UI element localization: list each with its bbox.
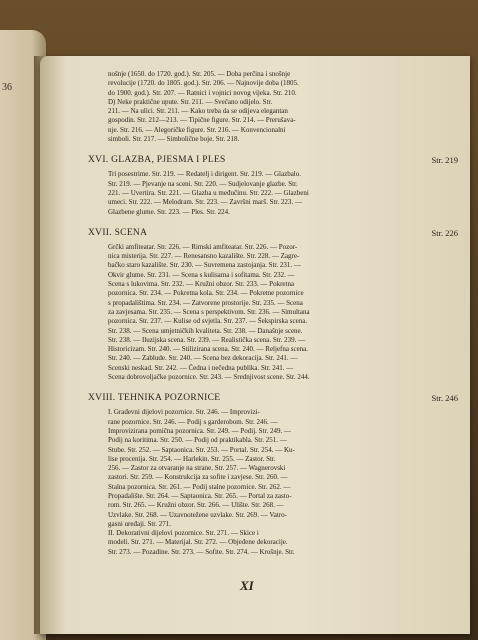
toc-line: Okvir glume. Str. 231. — Scena s kulisama i sofitama. Str. 232. — — [108, 270, 295, 279]
chapter-entries — [74, 408, 466, 557]
toc-line: Scenski neskad. Str. 242. — Čedna i nečedna publika. Str. 241. — — [108, 363, 294, 372]
toc-line: gospodin. Str. 212—213. — Tipične figure. Str. 214. — Prerušava- — [108, 116, 296, 125]
toc-line: Podij na koritima. Str. 250. — Podij od praktikabla. Str. 251. — — [108, 436, 287, 445]
toc-line: nošnje (1650. do 1720. god.). Str. 205. — Doba perčina i snošnje — [108, 70, 291, 78]
chapter-heading — [74, 229, 466, 243]
chapter-page-ref: Str. 246 — [431, 393, 458, 404]
toc-line: nje. Str. 216. — Alegoričke figure. Str. 216. — Konvencionalni — [108, 125, 286, 134]
toc-line: gasni uređaji. Str. 271. — [108, 519, 171, 528]
chapter-title: XVIII. TEHNIKA POZORNICE — [88, 393, 221, 404]
toc-line: modeli. Str. 271. — Materijal. Str. 272. — Objeđene dekoracije. — [108, 538, 288, 547]
toc-line: Improvizirana pomična pozornica. Str. 249. — Podij. Str. 249. — — [108, 426, 291, 435]
previous-page-number: 36 — [2, 82, 12, 93]
toc-line: Str. 238. — Iluzijska scena. Str. 239. — Realistička scena. Str. 239. — — [108, 335, 306, 344]
chapter-title: XVII. SCENA — [88, 227, 148, 238]
toc-line: revolucije (1720. do 1805. god.). Str. 206. — Najnovije doba (1805. — [108, 79, 299, 88]
toc-line: umeci. Str. 222. — Melodram. Str. 223. — Završni marš. Str. 223. — — [108, 198, 302, 207]
toc-line: Str. 238. — Scena umjetničkih kvaliteta. Str. 238. — Današnje scene. — [108, 326, 303, 335]
toc-line: za zavjesama. Str. 235. — Scena s perspektivom. Str. 236. — Simultana — [108, 307, 310, 316]
chapter-title: XVI. GLAZBA, PJESMA I PLES — [88, 155, 226, 166]
toc-line: s propadalištima. Str. 234. — Zatvorene prostorije. Str. 235. — Scena — [108, 298, 303, 307]
chapter-heading — [74, 394, 466, 408]
toc-line: Historicizam. Str. 240. — Stilizirana scena. Str. 240. — Reljefna scena. — [108, 345, 309, 354]
toc-line: zastori. Str. 259. — Konstrukcija za sofite i zavjese. Str. 260. — — [108, 473, 288, 482]
toc-line: Stube. Str. 252. — Saptaonica. Str. 253. — Portal. Str. 254. — Ku- — [108, 445, 295, 454]
toc-line: II. Dekorativni dijelovi pozornice. Str. 271. — Skice i — [108, 529, 259, 538]
toc-line: Str. 219. — Pjevanje na sceni. Str. 220. — Sudjelovanje glazbe. Str. — [108, 179, 298, 188]
toc-line: Grčki amfiteatar. Str. 226. — Rimski amfiteatar. Str. 226. — Pozor- — [108, 242, 298, 251]
toc-line: Scena dobrovoljačke pozornice. Str. 243. — Srednjivost scene. Str. 244. — [108, 373, 310, 382]
toc-line: bačko staro kazalište. Str. 230. — Suvremena zastojanja. Str. 231. — — [108, 261, 301, 270]
toc-line: 221. — Uvertira. Str. 221. — Glazba u međučinu. Str. 222. — Glazbeni — [108, 188, 309, 197]
chapter-entries — [74, 170, 466, 216]
toc-line: rom. Str. 265. — Kružni obzor. Str. 266. — Ulište. Str. 268. — — [108, 501, 284, 510]
toc-line: Scena s lukovima. Str. 232. — Kružni obzor. Str. 233. — Pokretna — [108, 280, 295, 289]
toc-line: 211. — Na ulici. Str. 211. — Kako treba da se odijeva elegantan — [108, 107, 288, 116]
toc-line: simboli. Str. 217. — Simbolične boje. Str. 218. — [108, 135, 240, 144]
toc-line: Propadalište. Str. 264. — Saptaonica. Str. 265. — Portal za zasto- — [108, 491, 292, 500]
toc-line: Glazbene glume. Str. 223. — Ples. Str. 224. — [108, 207, 230, 216]
toc-line: Uzvlake. Str. 268. — Uzavnotežene uzvlake. Str. 269. — Vatro- — [108, 510, 287, 519]
toc-line: Stalna pozornica. Str. 261. — Podij stalne pozornice. Str. 262. — — [108, 482, 291, 491]
toc-line: Str. 273. — Pozadine. Str. 273. — Sofite. Str. 274. — Krošnje. Str. — [108, 547, 295, 556]
page-folio: XI — [240, 578, 254, 593]
chapter-page-ref: Str. 219 — [431, 155, 458, 166]
toc-line: do 1900. god.). Str. 207. — Ratnici i vojnici novog vijeka. Str. 210. — [108, 88, 297, 97]
toc-line: Tri posestrime. Str. 219. — Redatelj i dirigent. Str. 219. — Glazbalo. — [108, 170, 302, 179]
toc-line: rane pozornice. Str. 246. — Podij s garderobom. Str. 246. — — [108, 417, 278, 426]
toc-line: lise procenija. Str. 254. — Harlekin. Str. 255. — Zastor. Str. — [108, 454, 276, 463]
toc-line: pozornica. Str. 234. — Pokretna kola. Str. 234. — Pokretne pozornice — [108, 289, 304, 298]
toc-line: 256. — Zastor za otvaranje na strane. Str. 257. — Wagnerovski — [108, 464, 286, 473]
toc-line: pozornica. Str. 237. — Kulise od svjetla. Str. 237. — Šekspirska scena. — [108, 317, 308, 326]
toc-line: D) Neke praktične upute. Str. 211. — Svečano odijelo. Str. — [108, 97, 273, 106]
chapter-entries — [74, 243, 466, 382]
chapter-page-ref: Str. 226 — [431, 227, 458, 238]
intro-block — [74, 70, 466, 144]
chapter-heading — [74, 156, 466, 170]
toc-line: Str. 240. — Zablude. Str. 240. — Scena bez dekoracija. Str. 241. — — [108, 354, 298, 363]
toc-line: nica misterija. Str. 227. — Renesansno kazalište. Str. 228. — Zagre- — [108, 252, 300, 261]
table-of-contents — [74, 70, 466, 557]
toc-line: I. Građevni dijelovi pozornice. Str. 246. — Improvizi- — [108, 408, 260, 417]
